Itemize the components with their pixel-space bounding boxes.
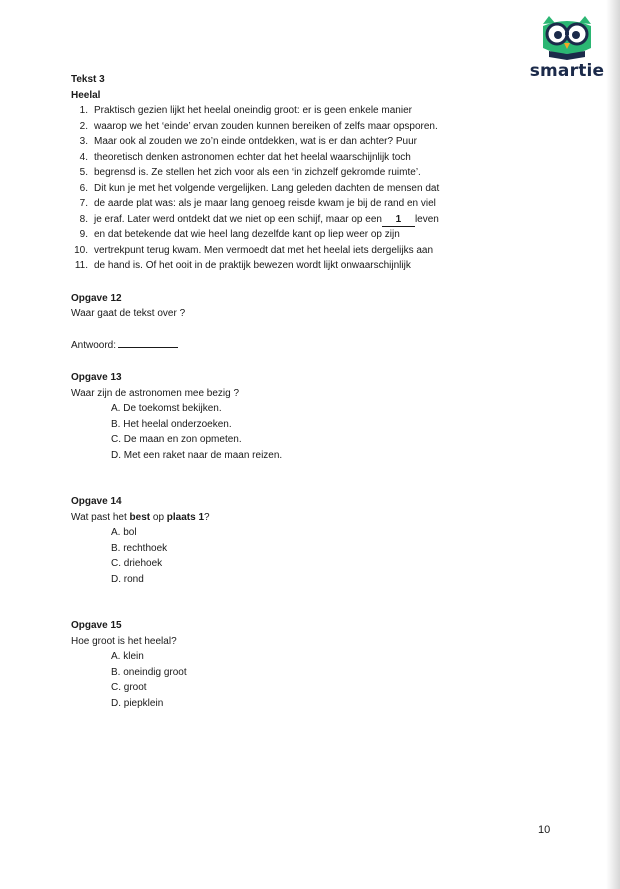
passage-line <box>71 165 551 181</box>
passage-line <box>71 103 551 119</box>
options-list <box>111 649 551 711</box>
options-list <box>111 525 551 587</box>
passage-line <box>71 196 551 212</box>
option-c: C. groot <box>111 682 147 693</box>
text-label: Tekst 3 <box>71 74 105 85</box>
option-a: A. klein <box>111 651 144 662</box>
question-text-part: op <box>150 511 167 523</box>
options-list <box>111 401 551 463</box>
passage-line <box>71 134 551 150</box>
question-title: Opgave 14 <box>71 496 122 507</box>
passage-line <box>71 212 551 228</box>
question-text: Waar zijn de astronomen mee bezig ? <box>71 387 240 399</box>
option-a: A. bol <box>111 527 137 538</box>
passage-line <box>71 150 551 166</box>
option-c: C. De maan en zon opmeten. <box>111 434 242 445</box>
line-number: 1. <box>79 105 88 116</box>
question-title: Opgave 15 <box>71 620 122 631</box>
question-text: Waar gaat de tekst over ? <box>71 308 186 319</box>
question-15 <box>71 618 551 711</box>
option-a: A. De toekomst bekijken. <box>111 403 222 414</box>
question-text: Hoe groot is het heelal? <box>71 635 177 647</box>
question-text <box>71 510 551 526</box>
passage-line <box>71 243 551 259</box>
option-b: B. rechthoek <box>111 542 168 554</box>
answer-row <box>71 337 551 354</box>
line-text: waarop we het ‘einde’ ervan zouden kunnen bereiken of zelfs maar opsporen. <box>94 120 438 132</box>
line-text: theoretisch denken astronomen echter dat het heelal waarschijnlijk toch <box>94 151 411 163</box>
line-number: 3. <box>79 136 88 147</box>
question-text-part: ? <box>204 511 210 523</box>
owl-icon <box>533 14 601 60</box>
line-text: vertrekpunt terug kwam. Men vermoedt dat met het heelal iets dergelijks aan <box>94 244 434 256</box>
line-text: leven <box>414 213 439 225</box>
line-text: Maar ook al zouden we zo’n einde ontdekken, wat is er dan achter? Puur <box>94 136 417 147</box>
passage-line <box>71 181 551 197</box>
line-number: 2. <box>79 120 88 132</box>
passage-line <box>71 227 551 243</box>
answer-label: Antwoord: <box>71 339 117 351</box>
question-title: Opgave 12 <box>71 292 122 304</box>
logo-wordmark: smartie <box>529 61 605 81</box>
option-d: D. Met een raket naar de maan reizen. <box>111 449 283 461</box>
question-emphasis-plaats: plaats 1 <box>166 511 205 523</box>
option-b: B. Het heelal onderzoeken. <box>111 418 232 430</box>
text-title: Heelal <box>71 89 101 101</box>
line-text: begrensd is. Ze stellen het zich voor als een ‘in zichzelf gekromde ruimte’. <box>94 167 421 178</box>
question-14 <box>71 494 551 587</box>
line-text: de hand is. Of het ooit in de praktijk bewezen wordt lijkt onwaarschijnlijk <box>94 260 411 271</box>
question-title: Opgave 13 <box>71 372 122 383</box>
line-number: 10. <box>74 244 88 256</box>
worksheet-content <box>71 72 551 711</box>
page-number: 10 <box>538 824 551 836</box>
question-text-part: Wat past het <box>71 511 130 523</box>
line-number: 4. <box>79 151 88 163</box>
answer-blank[interactable] <box>118 337 178 348</box>
line-number: 8. <box>79 213 88 225</box>
option-d: D. piepklein <box>111 697 164 709</box>
line-text: en dat betekende dat wie heel lang dezelfde kant op liep weer op zijn <box>94 229 400 240</box>
option-d: D. rond <box>111 573 144 585</box>
gap-blank-1: 1 <box>382 214 415 227</box>
option-c: C. driehoek <box>111 558 163 569</box>
line-number: 5. <box>79 167 88 178</box>
line-number: 9. <box>79 229 88 240</box>
line-number: 11. <box>74 260 88 271</box>
line-text: je eraf. Later werd ontdekt dat we niet op een schijf, maar op een <box>94 213 382 225</box>
line-text: Praktisch gezien lijkt het heelal oneindig groot: er is geen enkele manier <box>94 105 412 116</box>
line-text: de aarde plat was: als je maar lang genoeg reisde kwam je bij de rand en viel <box>94 198 436 209</box>
question-12 <box>71 291 551 354</box>
question-13 <box>71 370 551 463</box>
passage-lines <box>71 103 551 274</box>
option-b: B. oneindig groot <box>111 666 187 678</box>
passage-line <box>71 258 551 274</box>
page-edge-shadow <box>606 0 620 889</box>
line-number: 7. <box>79 198 88 209</box>
passage-line <box>71 119 551 135</box>
line-number: 6. <box>79 182 88 194</box>
question-emphasis-best: best <box>129 511 151 523</box>
line-text: Dit kun je met het volgende vergelijken. Lang geleden dachten de mensen dat <box>94 182 440 194</box>
